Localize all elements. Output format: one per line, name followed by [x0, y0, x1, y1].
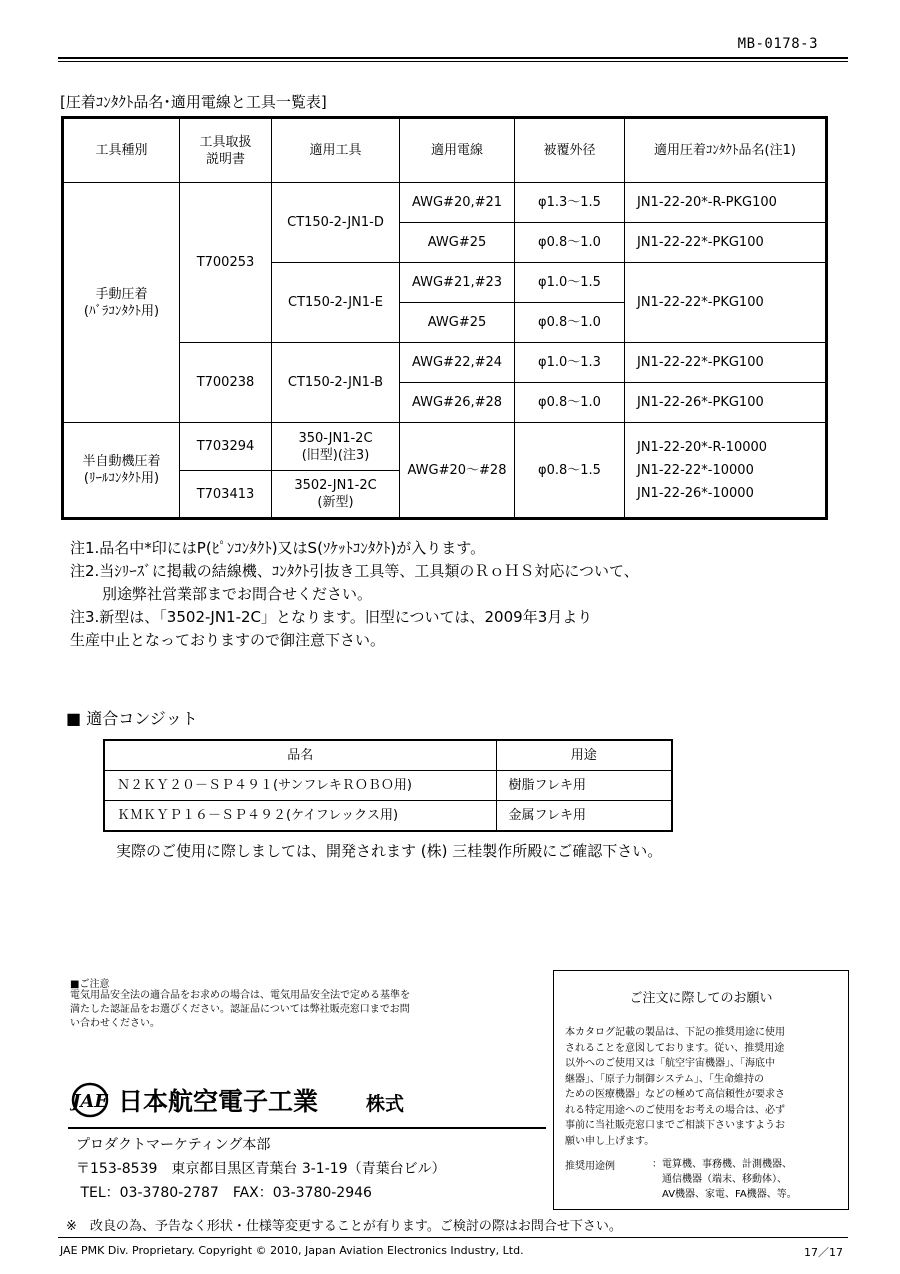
order-notice-text — [565, 1025, 843, 1149]
manual-t700253: T700253 — [180, 183, 272, 343]
logo-suffix: 株式 — [366, 1093, 405, 1115]
conduit-use: 金属フレキ用 — [496, 801, 672, 832]
tool-ct150-b: CT150-2-JN1-B — [272, 343, 400, 423]
tool-ct150-e: CT150-2-JN1-E — [272, 263, 400, 343]
order-line: ための医療機器」などの極めて高信頼性が要求さ — [565, 1089, 785, 1100]
header-product-name: 品名 — [104, 740, 496, 771]
logo-company: 日本航空電子工業 — [118, 1087, 319, 1116]
table-row — [63, 183, 827, 223]
footer-rule — [58, 1237, 848, 1238]
manual-t703413: T703413 — [180, 471, 272, 519]
note-2-cont: 別途弊社営業部までお問合せください。 — [102, 585, 373, 603]
contact-dept: プロダクトマーケティング本部 — [76, 1137, 271, 1153]
wire-cell: AWG#22,#24 — [400, 343, 515, 383]
order-notice-title: ご注文に際してのお願い — [629, 991, 773, 1006]
header-tool: 適用工具 — [272, 118, 400, 183]
header-contact: 適用圧着ｺﾝﾀｸﾄ品名(注1) — [625, 118, 827, 183]
note-3: 注3.新型は、「3502-JN1-2C」となります。旧型については、2009年3月より — [70, 608, 593, 626]
wire-cell: AWG#25 — [400, 223, 515, 263]
notes — [70, 537, 639, 652]
caution-heading: ■ご注意 — [70, 979, 110, 990]
order-line: 願い申し上げます。 — [565, 1135, 655, 1147]
note-3-cont: 生産中止となっておりますので御注意下さい。 — [70, 631, 386, 649]
contact-info — [76, 1133, 446, 1205]
header-wire: 適用電線 — [400, 118, 515, 183]
contact-phone: TEL：03-3780-2787 FAX：03-3780-2946 — [76, 1185, 372, 1201]
contact-cell: JN1-22-22*-PKG100 — [625, 223, 827, 263]
note-2: 注2.当ｼﾘｰｽﾞに掲載の結線機、ｺﾝﾀｸﾄ引抜き工具等、工具類のＲｏＨＳ対応について、 — [70, 562, 639, 580]
header-use: 用途 — [496, 740, 672, 771]
order-line: 以外へのご使用又は「航空宇宙機器」、「海底中 — [565, 1058, 775, 1069]
tool-3502-jn1-2c: 3502-JN1-2C (新型) — [272, 471, 400, 519]
note-1: 注1.品名中*印にはP(ﾋﾟﾝｺﾝﾀｸﾄ)又はS(ｿｹｯﾄｺﾝﾀｸﾄ)が入ります。 — [70, 539, 486, 557]
caution-text — [70, 989, 520, 1031]
caution-line: い合わせください。 — [70, 1018, 160, 1029]
header-outer-diameter: 被覆外径 — [515, 118, 625, 183]
manual-t703294: T703294 — [180, 423, 272, 471]
conduit-table — [103, 739, 673, 832]
table-header-row — [63, 118, 827, 183]
header-rule-top — [58, 57, 848, 59]
table-row — [104, 801, 672, 832]
tool-350-jn1-2c: 350-JN1-2C (旧型)(注3) — [272, 423, 400, 471]
section-title-tool-list: [圧着ｺﾝﾀｸﾄ品名･適用電線と工具一覧表] — [60, 93, 327, 111]
contact-address: 〒153-8539 東京都目黒区青葉台 3-1-19（青葉台ビル） — [76, 1161, 446, 1177]
document-number: MB-0178-3 — [737, 36, 818, 52]
logo-divider — [68, 1127, 546, 1129]
od-cell: φ1.0～1.3 — [515, 343, 625, 383]
order-line: されることを意図しております。従い、推奨用途 — [565, 1042, 785, 1054]
od-cell: φ0.8～1.0 — [515, 383, 625, 423]
contact-cell: JN1-22-20*-R-10000 JN1-22-22*-10000 JN1-22-26*-10000 — [625, 423, 827, 519]
wire-cell: AWG#21,#23 — [400, 263, 515, 303]
od-cell: φ0.8～1.0 — [515, 223, 625, 263]
order-line: れる特定用途へのご使用をお考えの場合は、必ず — [565, 1104, 785, 1116]
caution-line: 電気用品安全法の適合品をお求めの場合は、電気用品安全法で定める基準を — [70, 990, 410, 1001]
jae-logo — [70, 1080, 430, 1120]
table-row — [63, 423, 827, 471]
usage-note: 実際のご使用に際しましては、開発されます (株) 三桂製作所殿にご確認下さい。 — [116, 842, 663, 860]
wire-cell: AWG#20～#28 — [400, 423, 515, 519]
tool-type-manual: 手動圧着 (ﾊﾞﾗｺﾝﾀｸﾄ用) — [63, 183, 180, 423]
contact-cell: JN1-22-22*-PKG100 — [625, 263, 827, 343]
wire-cell: AWG#25 — [400, 303, 515, 343]
conduit-name: Ｎ２ＫＹ２０－ＳＰ４９１(サンフレキＲＯＢＯ用) — [104, 771, 496, 801]
use-line: 通信機器（端末、移動体）、 — [652, 1174, 787, 1185]
wire-cell: AWG#20,#21 — [400, 183, 515, 223]
recommended-uses — [652, 1157, 842, 1202]
contact-cell: JN1-22-20*-R-PKG100 — [625, 183, 827, 223]
contact-cell: JN1-22-22*-PKG100 — [625, 343, 827, 383]
page-number: 17／17 — [804, 1246, 843, 1259]
od-cell: φ0.8～1.0 — [515, 303, 625, 343]
wire-cell: AWG#26,#28 — [400, 383, 515, 423]
order-notice-box — [553, 970, 849, 1210]
caution-line: 満たした認証品をお選びください。認証品については弊社販売窓口までお問 — [70, 1004, 410, 1015]
od-cell: φ0.8～1.5 — [515, 423, 625, 519]
recommended-uses-label: 推奨用途例 — [565, 1161, 615, 1172]
use-line: AV機器、家電、FA機器、等。 — [652, 1189, 797, 1200]
order-line: 本カタログ記載の製品は、下記の推奨用途に使用 — [565, 1027, 785, 1038]
header-rule-bottom — [58, 61, 848, 62]
tool-type-semi-auto: 半自動機圧着 (ﾘｰﾙｺﾝﾀｸﾄ用) — [63, 423, 180, 519]
od-cell: φ1.3～1.5 — [515, 183, 625, 223]
od-cell: φ1.0～1.5 — [515, 263, 625, 303]
revision-note: ※ 改良の為、予告なく形状・仕様等変更することが有ります。ご検討の際はお問合せ下さい。 — [66, 1219, 622, 1234]
tool-ct150-d: CT150-2-JN1-D — [272, 183, 400, 263]
manual-t700238: T700238 — [180, 343, 272, 423]
table-header-row — [104, 740, 672, 771]
logo-mark: JAE — [71, 1091, 109, 1112]
section-title-conduit: ■ 適合コンジット — [66, 709, 198, 728]
contact-cell: JN1-22-26*-PKG100 — [625, 383, 827, 423]
header-tool-type: 工具種別 — [63, 118, 180, 183]
use-line: ：電算機、事務機、計測機器、 — [652, 1159, 792, 1170]
footer-copyright: JAE PMK Div. Proprietary. Copyright © 2010, Japan Aviation Electronics Industry, Ltd. — [60, 1244, 524, 1257]
order-line: 継器」、「原子力制御システム」、「生命維持の — [565, 1073, 764, 1085]
conduit-use: 樹脂フレキ用 — [496, 771, 672, 801]
order-line: 事前に当社販売窓口までご相談下さいますようお — [565, 1120, 785, 1131]
header-manual: 工具取扱 説明書 — [180, 118, 272, 183]
crimp-tool-table — [61, 116, 828, 520]
table-row — [104, 771, 672, 801]
conduit-name: ＫＭＫＹＰ１６－ＳＰ４９２(ケイフレックス用) — [104, 801, 496, 832]
